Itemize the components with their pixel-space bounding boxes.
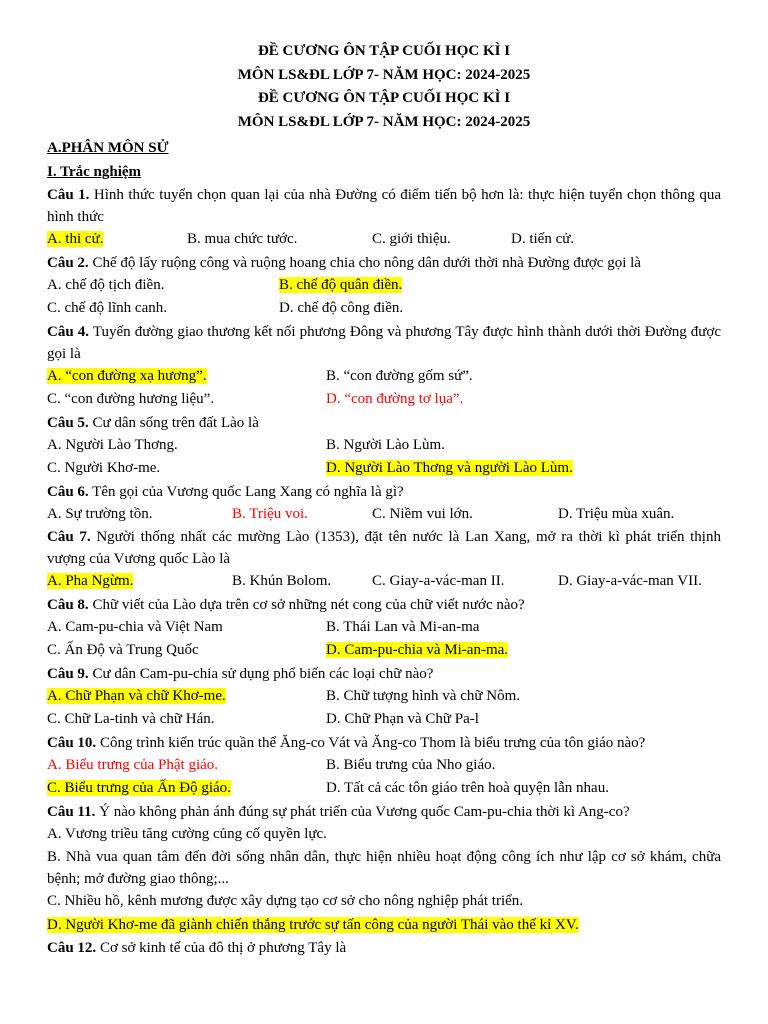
question-text: Chế độ lấy ruộng công và ruộng hoang chia cho nông dân dưới thời nhà Đường được gọi là	[88, 254, 641, 271]
answer-b: B. Người Lào Lùm.	[326, 436, 445, 453]
answer-b: B. Khún Bolom.	[232, 573, 332, 589]
answer-row	[47, 639, 721, 663]
answer-d	[326, 639, 508, 663]
document-page	[47, 40, 721, 959]
question-1	[47, 184, 721, 228]
answer-b	[279, 274, 402, 298]
answer-a	[47, 570, 232, 594]
answer-text: D. Cam-pu-chia và Mi-an-ma.	[326, 642, 509, 658]
answer-row	[47, 616, 721, 640]
answer-text: A. thi cử.	[47, 231, 104, 247]
question-11	[47, 801, 721, 823]
answer-c: C. giới thiệu.	[372, 231, 451, 247]
answer-d: D. “con đường tơ lụa”.	[326, 391, 464, 407]
answer-text: A. Pha Ngừm.	[47, 573, 134, 589]
answer-a: A. Vương triều tăng cường củng cố quyền lực.	[47, 825, 327, 842]
answer-row	[47, 777, 721, 801]
question-label: Câu 1.	[47, 187, 90, 203]
answer-a	[47, 685, 326, 709]
question-text: Công trình kiến trúc quần thể Ăng-co Vát và Ăng-co Thom là biểu trưng của tôn giáo nào?	[96, 734, 646, 751]
doc-title-3: ĐỀ CƯƠNG ÔN TẬP CUỐI HỌC KÌ I	[257, 90, 511, 106]
answer-row	[47, 457, 721, 481]
answer-c: C. Giay-a-vác-man II.	[372, 573, 505, 589]
answer-row	[47, 570, 721, 594]
answer-text: D. Người Khơ-me đã giành chiến thắng trước sự tấn công của người Thái vào thế kỉ XV.	[47, 916, 579, 933]
answer-b: B. Chữ tượng hình và chữ Nôm.	[326, 687, 520, 704]
answer-d: D. chế độ công điền.	[279, 300, 404, 316]
question-text: Cư dân sống trên đất Lào là	[88, 414, 259, 431]
question-text: Tên gọi của Vương quốc Lang Xang có nghĩa là gì?	[88, 483, 404, 500]
answer-a	[47, 365, 326, 389]
answer-d: D. Tất cả các tôn giáo trên hoà quyện lẫn nhau.	[326, 780, 609, 796]
question-text: Hình thức tuyển chọn quan lại của nhà Đường có điểm tiến bộ hơn là: thực hiện tuyển chọn thông qua hình thức	[47, 187, 721, 225]
answer-c: C. Niềm vui lớn.	[372, 505, 473, 522]
question-2	[47, 252, 721, 274]
answer-c: C. Ấn Độ và Trung Quốc	[47, 642, 199, 658]
answer-d: D. Triệu mùa xuân.	[558, 505, 675, 522]
answer-text: A. “con đường xạ hương”.	[47, 367, 207, 384]
answer-text: A. Chữ Phạn và chữ Khơ-me.	[47, 687, 226, 704]
question-label: Câu 11.	[47, 803, 96, 820]
question-text: Chữ viết của Lào dựa trên cơ sở những nét cong của chữ viết nước nào?	[88, 596, 525, 613]
answer-c: C. “con đường hương liệu”.	[47, 391, 215, 407]
question-label: Câu 6.	[47, 483, 89, 500]
answer-a	[47, 228, 187, 252]
answer-text: D. Người Lào Thơng và người Lào Lùm.	[326, 460, 573, 476]
question-4	[47, 321, 721, 365]
answer-row	[47, 274, 721, 298]
answer-b: B. Biểu trưng của Nho giáo.	[326, 756, 496, 773]
answer-c: C. Người Khơ-me.	[47, 460, 161, 476]
answer-c	[47, 777, 326, 801]
answer-b: B. “con đường gốm sứ”.	[326, 367, 473, 384]
answer-a: A. chế độ tịch điền.	[47, 276, 165, 293]
doc-title-4: MÔN LS&ĐL LỚP 7- NĂM HỌC: 2024-2025	[237, 113, 531, 130]
doc-title-1: ĐỀ CƯƠNG ÔN TẬP CUỐI HỌC KÌ I	[257, 43, 511, 59]
answer-row	[47, 228, 721, 252]
question-label: Câu 2.	[47, 254, 89, 271]
subsection-heading: I. Trắc nghiệm	[47, 163, 142, 180]
answer-d	[326, 457, 573, 481]
question-text: Ý nào không phản ánh đúng sự phát triển của Vương quốc Cam-pu-chia thời kì Ang-co?	[95, 803, 630, 820]
question-7	[47, 526, 721, 570]
answer-b: B. Triệu voi.	[232, 505, 308, 522]
question-label: Câu 10.	[47, 734, 97, 751]
answer-row	[47, 365, 721, 389]
answer-row	[47, 708, 721, 732]
answer-b: B. mua chức tước.	[187, 231, 298, 247]
question-text: Cơ sở kinh tế của đô thị ở phương Tây là	[96, 940, 347, 956]
question-text: Tuyến đường giao thương kết nối phương Đông và phương Tây được hình thành dưới thời Đường được gọi là	[47, 323, 721, 362]
answer-d	[47, 914, 721, 938]
answer-row	[47, 503, 721, 527]
question-label: Câu 8.	[47, 596, 89, 613]
answer-a: A. Biểu trưng của Phật giáo.	[47, 756, 219, 773]
answer-c: C. chế độ lĩnh canh.	[47, 300, 167, 316]
question-label: Câu 5.	[47, 414, 89, 431]
doc-title-2: MÔN LS&ĐL LỚP 7- NĂM HỌC: 2024-2025	[237, 66, 531, 83]
answer-d: D. Giay-a-vác-man VII.	[558, 573, 702, 589]
answer-c: C. Nhiều hồ, kênh mương được xây dựng tạo cơ sở cho nông nghiệp phát triển.	[47, 893, 524, 909]
section-heading: A.PHÂN MÔN SỬ	[47, 140, 169, 156]
question-8	[47, 594, 721, 616]
question-label: Câu 7.	[47, 529, 91, 545]
answer-b: B. Nhà vua quan tâm đến đời sống nhân dân, thực hiện nhiều hoạt động công ích như lập cơ sở khám, chữa bệnh; mở đường giao thông;...	[47, 849, 721, 887]
answer-text: C. Biểu trưng của Ấn Độ giáo.	[47, 780, 231, 796]
answer-row	[47, 754, 721, 778]
question-label: Câu 9.	[47, 665, 89, 682]
answer-a: A. Cam-pu-chia và Việt Nam	[47, 618, 223, 635]
question-5	[47, 412, 721, 434]
question-label: Câu 4.	[47, 323, 90, 340]
question-9	[47, 663, 721, 685]
question-12	[47, 937, 721, 959]
question-10	[47, 732, 721, 754]
question-6	[47, 481, 721, 503]
answer-row	[47, 434, 721, 458]
answer-row	[47, 297, 721, 321]
question-text: Cư dân Cam-pu-chia sử dụng phổ biến các loại chữ nào?	[88, 665, 434, 682]
answer-b: B. Thái Lan và Mi-an-ma	[326, 618, 480, 635]
answer-c: C. Chữ La-tinh và chữ Hán.	[47, 711, 215, 727]
answer-d: D. tiến cử.	[511, 231, 575, 247]
answer-d: D. Chữ Phạn và Chữ Pa-l	[326, 711, 479, 727]
answer-row	[47, 685, 721, 709]
answer-a: A. Sự trường tồn.	[47, 505, 153, 522]
answer-row	[47, 388, 721, 412]
question-label: Câu 12.	[47, 940, 97, 956]
answer-a: A. Người Lào Thơng.	[47, 436, 178, 453]
question-text: Người thống nhất các mường Lào (1353), đặt tên nước là Lan Xang, mở ra thời kì phát triển thịnh vượng của Vương quốc Lào là	[47, 529, 721, 567]
answer-text: B. chế độ quân điền.	[279, 276, 403, 293]
